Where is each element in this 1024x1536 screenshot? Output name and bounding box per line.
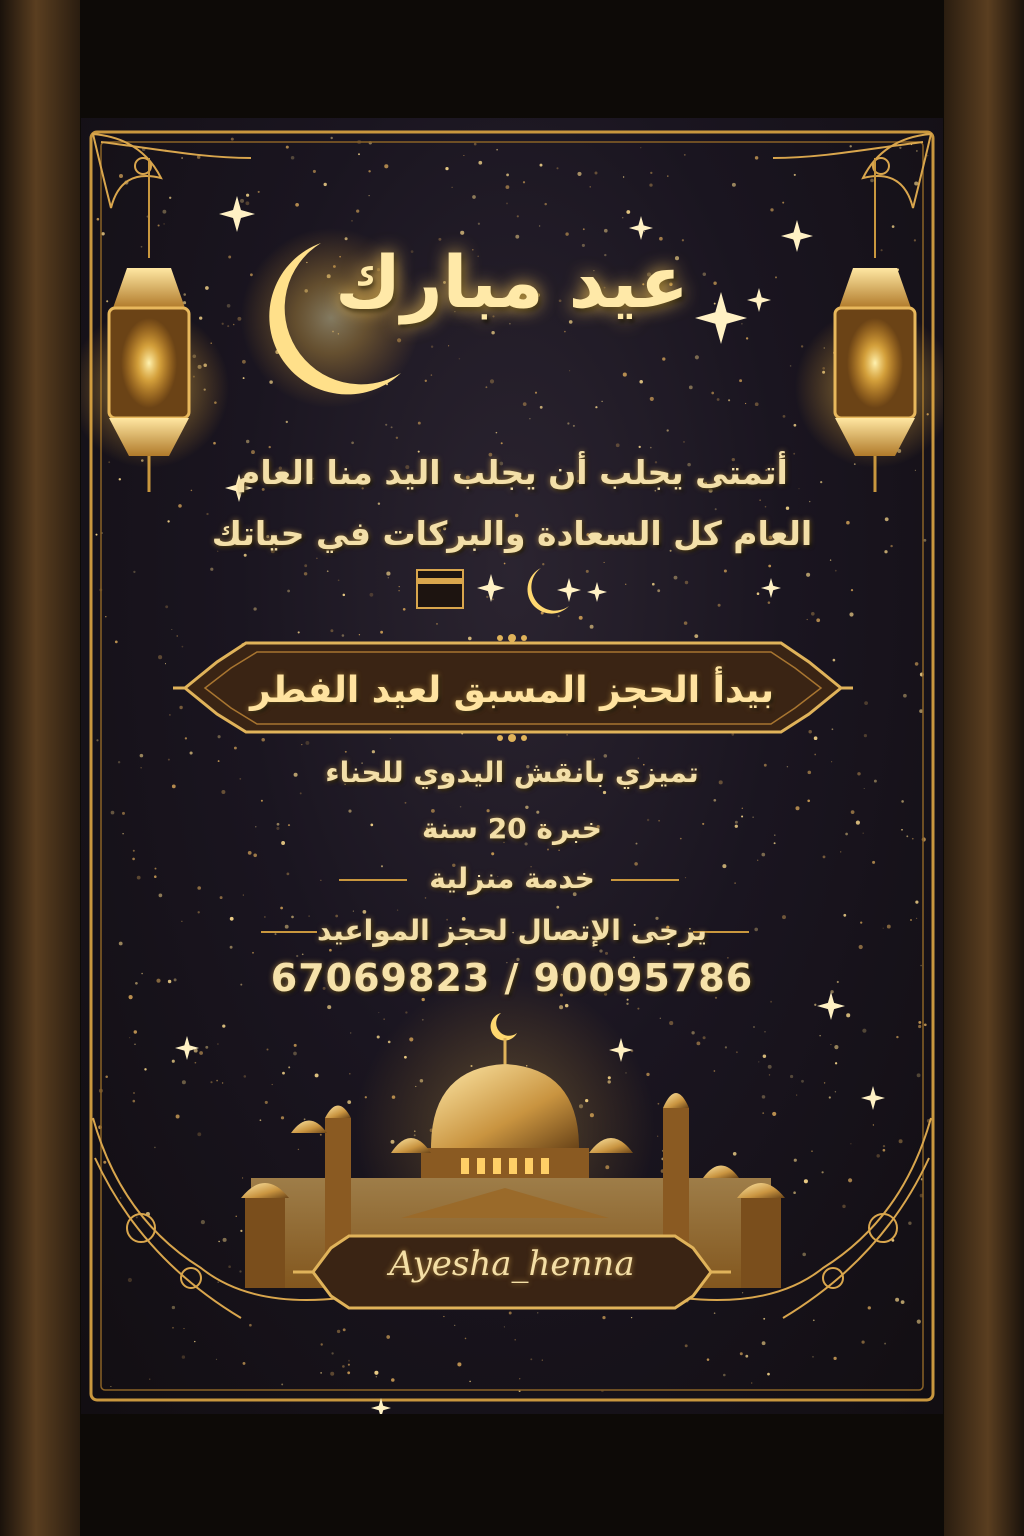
star-icon	[861, 1086, 885, 1110]
star-icon	[761, 578, 781, 598]
service-line-2: خبرة 20 سنة	[422, 812, 602, 845]
service-line-4: يرجى الإتصال لحجز المواعيد	[316, 914, 708, 947]
greeting-title: عيد مبارك	[335, 240, 689, 324]
wish-line-1: أتمتى يجلب أن يجلب اليد منا العام	[236, 453, 788, 492]
star-icon	[587, 582, 607, 602]
service-line-1: تميزي بانقش اليدوي للحناء	[325, 756, 699, 789]
eid-poster	[81, 118, 943, 1414]
star-icon	[477, 574, 505, 602]
service-line-3: خدمة منزلية	[429, 862, 595, 895]
signature-text: Ayesha_henna	[389, 1244, 635, 1284]
star-icon	[557, 578, 581, 602]
star-icon	[219, 196, 255, 232]
lantern-icon-left	[81, 158, 229, 492]
star-icon	[629, 216, 653, 240]
phone-numbers[interactable]: 67069823 / 90095786	[270, 956, 754, 1000]
blurred-side-right	[944, 0, 1024, 1536]
star-icon	[175, 1036, 199, 1060]
blurred-side-left	[0, 0, 80, 1536]
lantern-icon-right	[795, 158, 943, 492]
corner-ornament-top-right	[773, 134, 931, 208]
wish-line-2: العام كل السعادة والبركات في حياتك	[211, 514, 813, 553]
corner-ornament-top-left	[93, 134, 251, 208]
kaaba-icon	[417, 570, 463, 608]
banner-text: بيدأ الحجز المسبق لعيد الفطر	[250, 670, 774, 711]
